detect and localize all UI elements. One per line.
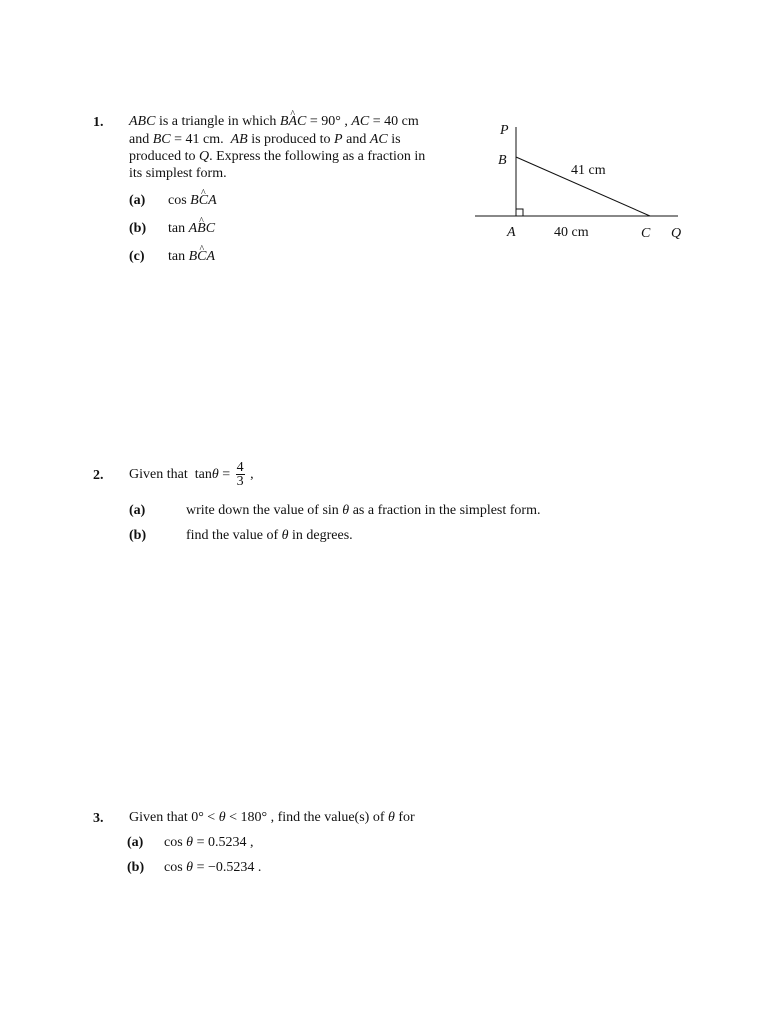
point-a-label: A xyxy=(507,225,516,240)
point-p-label: P xyxy=(500,123,509,138)
triangle-diagram xyxy=(460,110,700,250)
question-1-part-b: (b) tan A^ BC xyxy=(129,220,146,237)
question-2-part-a: (a) write down the value of sin θ as a fraction in the simplest form. xyxy=(129,503,541,518)
right-angle-marker xyxy=(516,209,523,216)
point-q-label: Q xyxy=(671,226,682,241)
question-1-part-a: (a) cos B^ CA xyxy=(129,192,145,209)
question-2-number: 2. xyxy=(93,468,104,483)
point-c-label: C xyxy=(641,226,651,241)
question-1-line-4: its simplest form. xyxy=(129,166,227,181)
question-3-part-b: (b) cos θ = −0.5234 . xyxy=(127,860,262,875)
question-1-line-1: ABC is a triangle in which B^ AC = 90° , AC = 40 cm xyxy=(129,113,419,130)
question-3-stem: Given that 0° < θ < 180° , find the value(s) of θ for xyxy=(129,810,415,825)
question-2-stem: Given that tanθ = $\frac{4}{3}$ , xyxy=(129,460,254,490)
hypotenuse-length: 41 cm xyxy=(571,163,606,178)
point-b-label: B xyxy=(498,153,507,168)
question-2-part-b: (b) find the value of θ in degrees. xyxy=(129,528,353,543)
question-3-number: 3. xyxy=(93,811,104,826)
question-1-number: 1. xyxy=(93,115,104,130)
fraction-4-over-3: $\frac{4}{3}$ xyxy=(236,460,244,490)
question-3-part-a: (a) cos θ = 0.5234 , xyxy=(127,835,254,850)
base-length: 40 cm xyxy=(554,225,589,240)
question-1-line-3: produced to Q. Express the following as a fraction in xyxy=(129,149,426,164)
question-1-line-2: and BC = 41 cm. AB is produced to P and AC is xyxy=(129,132,401,147)
question-1-part-c: (c) tan B^ CA xyxy=(129,248,145,265)
